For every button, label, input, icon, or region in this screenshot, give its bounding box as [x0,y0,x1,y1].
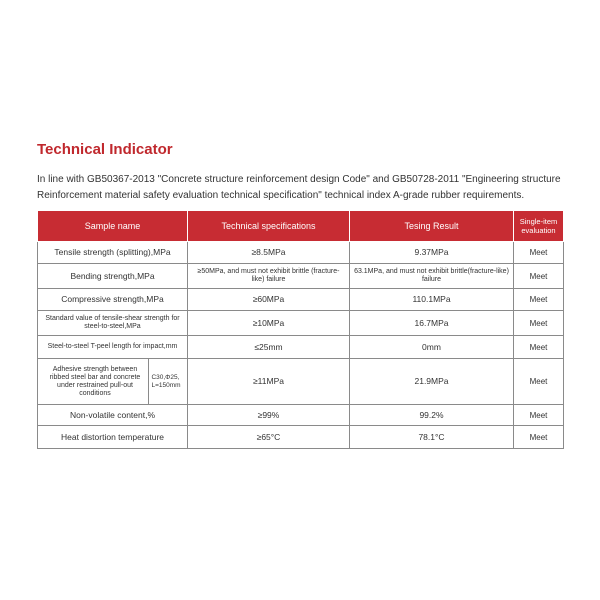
evaluation-cell: Meet [514,359,564,405]
table-row [38,242,564,264]
result-cell: 110.1MPa [350,289,514,311]
header-sample-name: Sample name [38,211,188,242]
specification-cell: ≥50MPa, and must not exhibit brittle (fracture-like) failure [188,264,350,289]
evaluation-cell: Meet [514,289,564,311]
result-cell: 0mm [350,336,514,359]
result-cell: 16.7MPa [350,311,514,336]
result-cell: 9.37MPa [350,242,514,264]
sample-condition-note: C30,Φ25, L=150mm [148,359,183,404]
sample-name-cell [38,359,188,405]
sample-name-cell: Heat distortion temperature [38,426,188,449]
specification-cell: ≥10MPa [188,311,350,336]
table-header-row [38,211,564,242]
sample-name-cell: Non-volatile content,% [38,405,188,426]
evaluation-cell: Meet [514,336,564,359]
specification-cell: ≥65°C [188,426,350,449]
sample-name-cell: Compressive strength,MPa [38,289,188,311]
table-row [38,426,564,449]
result-cell: 63.1MPa, and must not exhibit brittle(fracture-like) failure [350,264,514,289]
header-single-item-evaluation: Single-item evaluation [514,211,564,242]
sample-name-cell: Steel-to-steel T-peel length for impact,mm [38,336,188,359]
specification-cell: ≥8.5MPa [188,242,350,264]
sample-name-cell: Bending strength,MPa [38,264,188,289]
result-cell: 78.1°C [350,426,514,449]
sample-name-text: Adhesive strength between ribbed steel bar and concrete under restrained pull-out conditions [49,365,141,397]
header-technical-specifications: Technical specifications [188,211,350,242]
evaluation-cell: Meet [514,426,564,449]
result-cell: 99.2% [350,405,514,426]
specification-cell: ≥11MPa [188,359,350,405]
sample-name-cell: Standard value of tensile-shear strength for steel-to-steel,MPa [38,311,188,336]
result-cell: 21.9MPa [350,359,514,405]
technical-indicator-table [37,210,564,449]
table-row [38,311,564,336]
evaluation-cell: Meet [514,264,564,289]
intro-paragraph: In line with GB50367-2013 "Concrete structure reinforcement design Code" and GB50728-2011 "Engineering structure Reinforcement material safety evaluation technical specification" technical index A-grade rubber requirements. [37,174,561,201]
table-row [38,359,564,405]
sample-name-cell: Tensile strength (splitting),MPa [38,242,188,264]
specification-cell: ≥99% [188,405,350,426]
evaluation-cell: Meet [514,242,564,264]
section-heading: Technical Indicator [37,141,173,158]
evaluation-cell: Meet [514,311,564,336]
table-row [38,264,564,289]
header-testing-result: Tesing Result [350,211,514,242]
table-row [38,289,564,311]
specification-cell: ≥60MPa [188,289,350,311]
table-row [38,405,564,426]
specification-cell: ≤25mm [188,336,350,359]
table-row [38,336,564,359]
evaluation-cell: Meet [514,405,564,426]
